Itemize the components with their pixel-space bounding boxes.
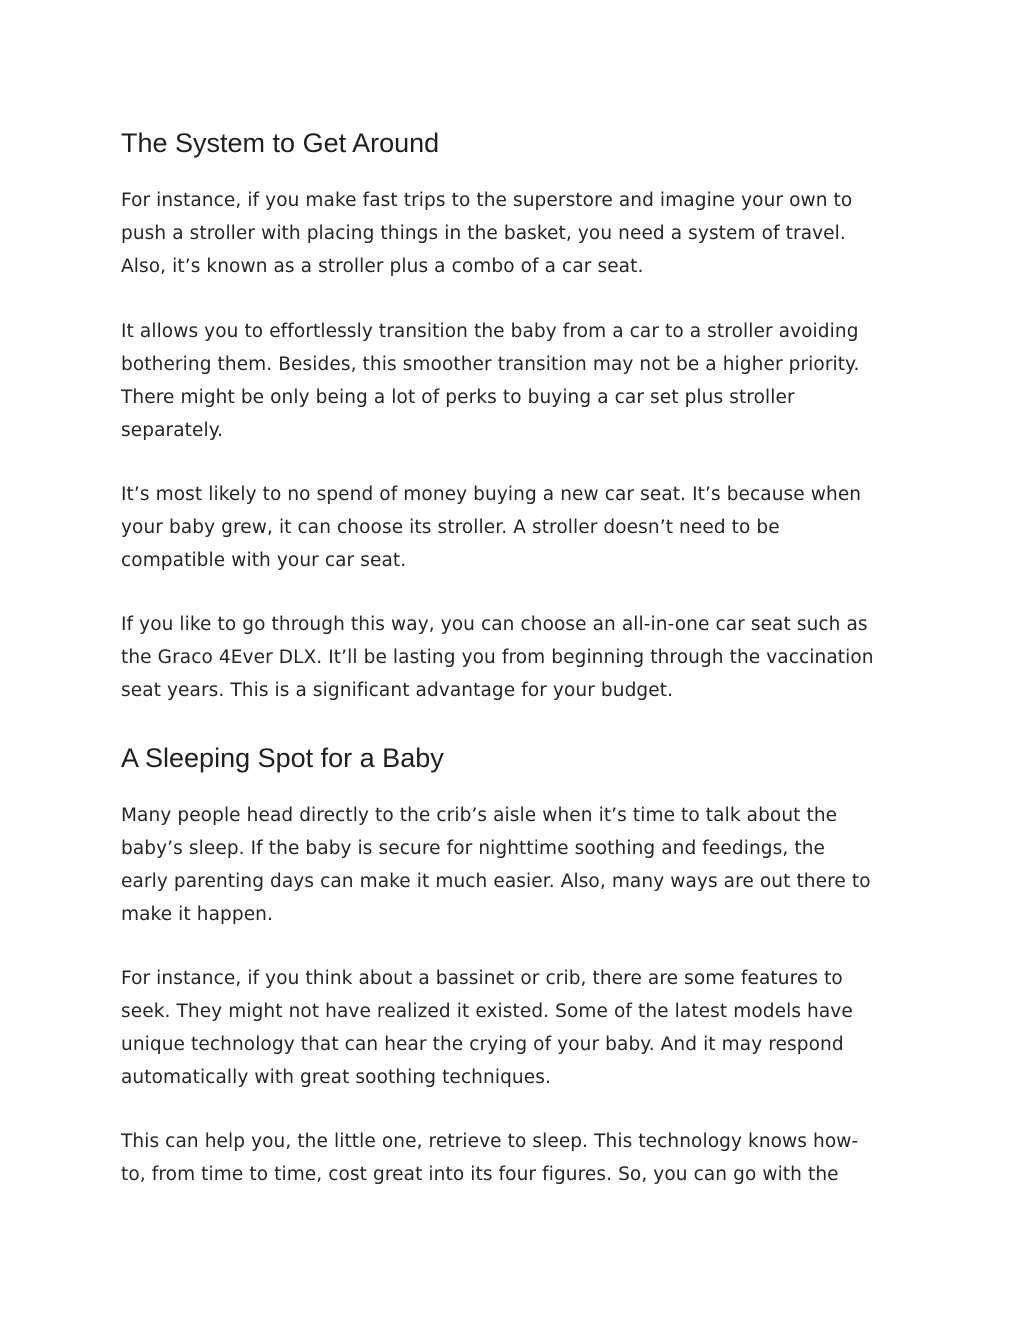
paragraph	[121, 799, 911, 931]
text-line: separately.	[121, 420, 224, 441]
section-heading-system: The System to Get Around	[121, 128, 440, 158]
text-line: It allows you to effortlessly transition the baby from a car to a stroller avoiding	[121, 321, 859, 342]
text-line: For instance, if you think about a bassinet or crib, there are some features to	[121, 968, 843, 989]
text-line: There might be only being a lot of perks to buying a car set plus stroller	[121, 387, 795, 408]
text-line: Many people head directly to the crib’s aisle when it’s time to talk about the	[121, 805, 838, 826]
text-line: early parenting days can make it much easier. Also, many ways are out there to	[121, 871, 871, 892]
paragraph	[121, 608, 911, 707]
text-line: seek. They might not have realized it existed. Some of the latest models have	[121, 1001, 853, 1022]
paragraph	[121, 315, 911, 447]
section-heading-sleeping-spot: A Sleeping Spot for a Baby	[121, 743, 444, 773]
paragraph	[121, 184, 911, 283]
text-line: It’s most likely to no spend of money buying a new car seat. It’s because when	[121, 484, 862, 505]
text-line: automatically with great soothing techniques.	[121, 1067, 551, 1088]
paragraph	[121, 1125, 911, 1191]
text-line: For instance, if you make fast trips to the superstore and imagine your own to	[121, 190, 853, 211]
text-line: compatible with your car seat.	[121, 550, 407, 571]
text-line: bothering them. Besides, this smoother transition may not be a higher priority.	[121, 354, 860, 375]
text-line: seat years. This is a significant advantage for your budget.	[121, 680, 674, 701]
text-line: Also, it’s known as a stroller plus a combo of a car seat.	[121, 256, 644, 277]
text-line: baby’s sleep. If the baby is secure for nighttime soothing and feedings, the	[121, 838, 825, 859]
paragraph	[121, 478, 911, 577]
text-line: your baby grew, it can choose its stroller. A stroller doesn’t need to be	[121, 517, 780, 538]
text-line: push a stroller with placing things in the basket, you need a system of travel.	[121, 223, 846, 244]
text-line: This can help you, the little one, retrieve to sleep. This technology knows how-	[121, 1131, 859, 1152]
text-line: to, from time to time, cost great into its four figures. So, you can go with the	[121, 1164, 839, 1185]
paragraph	[121, 962, 911, 1094]
text-line: unique technology that can hear the crying of your baby. And it may respond	[121, 1034, 844, 1055]
text-line: the Graco 4Ever DLX. It’ll be lasting you from beginning through the vaccination	[121, 647, 874, 668]
text-line: If you like to go through this way, you can choose an all-in-one car seat such as	[121, 614, 868, 635]
text-line: make it happen.	[121, 904, 273, 925]
